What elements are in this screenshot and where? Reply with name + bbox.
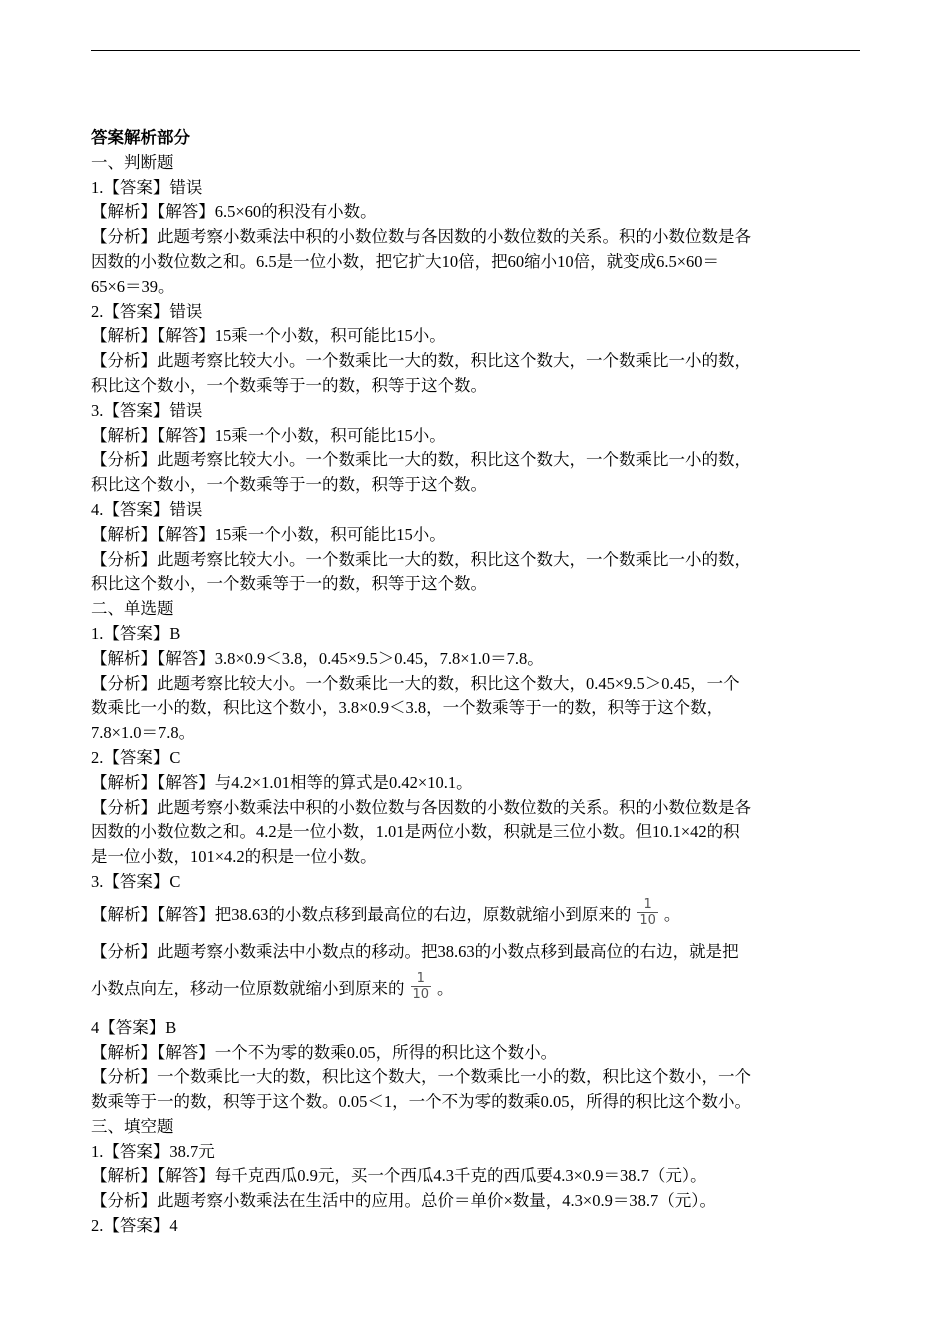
solution-line: 【解析】【解答】6.5×60的积没有小数。 [91, 202, 377, 222]
answer-line: 1.【答案】B [91, 623, 181, 643]
solution-text: 【解析】【解答】把38.63的小数点移到最高位的右边，原数就缩小到原来的 [91, 904, 632, 924]
fraction-one-tenth [637, 897, 658, 928]
analysis-line: 【分析】此题考察小数乘法中积的小数位数与各因数的小数位数的关系。积的小数位数是各 [91, 797, 751, 817]
answer-line: 4【答案】B [91, 1017, 177, 1037]
analysis-line: 数乘等于一的数，积等于这个数。0.05＜1，一个不为零的数乘0.05，所得的积比这个数小。 [91, 1092, 751, 1112]
spacer [91, 1006, 860, 1016]
answer-line: 1.【答案】38.7元 [91, 1141, 215, 1161]
analysis-line: 数乘比一小的数，积比这个数小，3.8×0.9＜3.8，一个数乘等于一的数，积等于这个数， [91, 698, 724, 718]
analysis-line-with-fraction [91, 969, 860, 1006]
answer-document [91, 126, 860, 1239]
analysis-line: 【分析】此题考察比较大小。一个数乘比一大的数，积比这个数大，一个数乘比一小的数， [91, 450, 751, 470]
analysis-line: 65×6＝39。 [91, 276, 175, 296]
analysis-line: 【分析】此题考察小数乘法中积的小数位数与各因数的小数位数的关系。积的小数位数是各 [91, 227, 751, 247]
solution-line: 【解析】【解答】与4.2×1.01相等的算式是0.42×10.1。 [91, 772, 473, 792]
analysis-line: 【分析】此题考察比较大小。一个数乘比一大的数，积比这个数大，一个数乘比一小的数， [91, 351, 751, 371]
solution-line: 【解析】【解答】15乘一个小数，积可能比15小。 [91, 326, 446, 346]
fraction-denominator: 10 [639, 912, 656, 928]
analysis-line: 【分析】一个数乘比一大的数，积比这个数大，一个数乘比一小的数，积比这个数小，一个 [91, 1067, 751, 1087]
analysis-line: 【分析】此题考察比较大小。一个数乘比一大的数，积比这个数大，0.45×9.5＞0.45，一个 [91, 673, 740, 693]
analysis-text: 小数点向左，移动一位原数就缩小到原来的 [91, 978, 405, 998]
fraction-numerator: 1 [416, 970, 425, 986]
fraction-one-tenth [411, 971, 432, 1002]
answer-line: 3.【答案】C [91, 871, 181, 891]
answer-line: 3.【答案】错误 [91, 400, 203, 420]
fraction-denominator: 10 [412, 986, 430, 1002]
section-heading: 三、填空题 [91, 1116, 174, 1136]
solution-line: 【解析】【解答】15乘一个小数，积可能比15小。 [91, 524, 446, 544]
header-rule [91, 50, 860, 51]
analysis-line: 【分析】此题考察小数乘法中小数点的移动。把38.63的小数点移到最高位的右边，就是把 [91, 941, 739, 961]
analysis-line: 是一位小数，101×4.2的积是一位小数。 [91, 847, 377, 867]
answer-line: 2.【答案】4 [91, 1216, 178, 1236]
fraction-numerator: 1 [643, 896, 652, 912]
solution-text-end: 。 [663, 904, 681, 924]
document-title: 答案解析部分 [91, 128, 190, 147]
answer-line: 2.【答案】C [91, 747, 181, 767]
analysis-text-end: 。 [437, 978, 454, 998]
solution-line: 【解析】【解答】15乘一个小数，积可能比15小。 [91, 425, 446, 445]
answer-line: 2.【答案】错误 [91, 301, 203, 321]
answer-line: 1.【答案】错误 [91, 177, 203, 197]
solution-line-with-fraction [91, 895, 860, 932]
analysis-line: 积比这个数小，一个数乘等于一的数，积等于这个数。 [91, 574, 487, 594]
analysis-line: 积比这个数小，一个数乘等于一的数，积等于这个数。 [91, 475, 487, 495]
solution-line: 【解析】【解答】3.8×0.9＜3.8，0.45×9.5＞0.45，7.8×1.0＝7.8。 [91, 648, 544, 668]
section-heading: 一、判断题 [91, 152, 174, 172]
analysis-line: 【分析】此题考察比较大小。一个数乘比一大的数，积比这个数大，一个数乘比一小的数， [91, 549, 751, 569]
analysis-line: 积比这个数小，一个数乘等于一的数，积等于这个数。 [91, 375, 487, 395]
section-heading: 二、单选题 [91, 599, 174, 619]
analysis-line: 因数的小数位数之和。6.5是一位小数，把它扩大10倍，把60缩小10倍，就变成6.5×60＝ [91, 251, 720, 271]
analysis-line: 7.8×1.0＝7.8。 [91, 723, 196, 743]
solution-line: 【解析】【解答】每千克西瓜0.9元，买一个西瓜4.3千克的西瓜要4.3×0.9＝38.7（元）。 [91, 1166, 707, 1186]
solution-line: 【解析】【解答】一个不为零的数乘0.05，所得的积比这个数小。 [91, 1042, 558, 1062]
analysis-line: 因数的小数位数之和。4.2是一位小数，1.01是两位小数，积就是三位小数。但10.1×42的积 [91, 822, 740, 842]
analysis-line: 【分析】此题考察小数乘法在生活中的应用。总价＝单价×数量，4.3×0.9＝38.7（元）。 [91, 1191, 716, 1211]
answer-line: 4.【答案】错误 [91, 499, 203, 519]
